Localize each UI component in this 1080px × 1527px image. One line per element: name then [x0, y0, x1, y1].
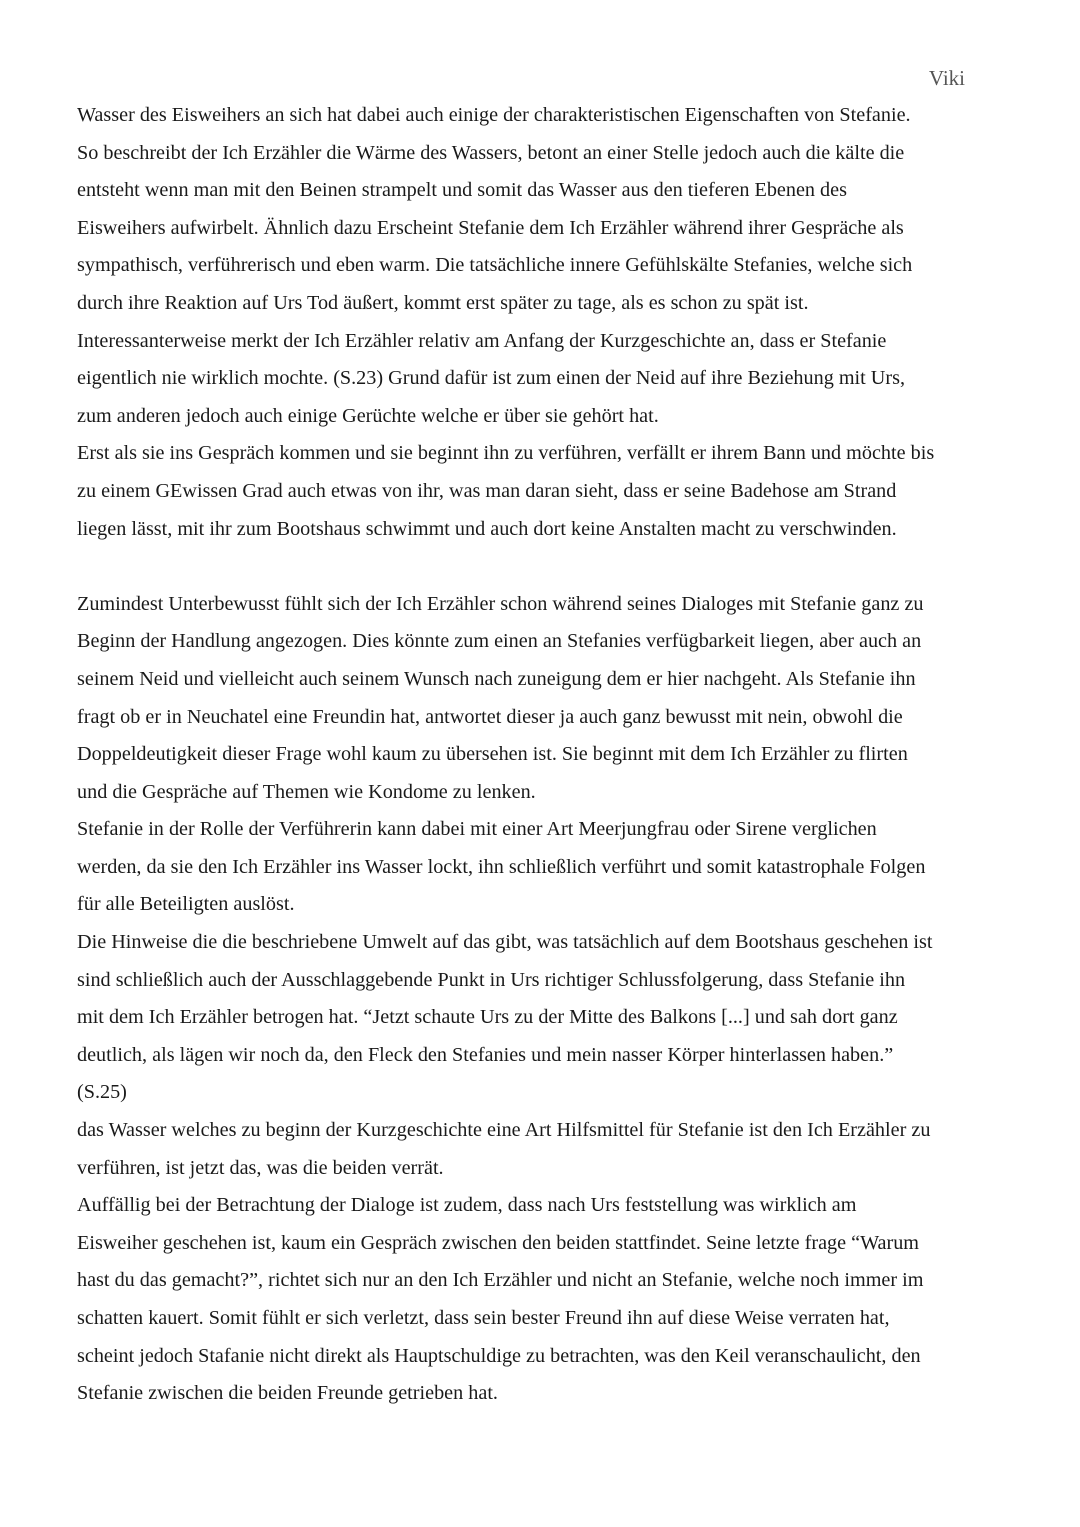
text-line: entsteht wenn man mit den Beinen strampelt und somit das Wasser aus den tieferen Ebenen des — [77, 179, 847, 202]
text-line: hast du das gemacht?”, richtet sich nur an den Ich Erzähler und nicht an Stefanie, welche noch immer im — [77, 1269, 924, 1292]
text-line: scheint jedoch Stafanie nicht direkt als Hauptschuldige zu betrachten, was den Keil veranschaulicht, den — [77, 1344, 921, 1367]
text-line: Auffällig bei der Betrachtung der Dialoge ist zudem, dass nach Urs feststellung was wirklich am — [77, 1194, 857, 1217]
text-line: und die Gespräche auf Themen wie Kondome zu lenken. — [77, 780, 536, 803]
text-line: das Wasser welches zu beginn der Kurzgeschichte eine Art Hilfsmittel für Stefanie ist den Ich Erzähler zu — [77, 1119, 931, 1142]
text-line: Stefanie zwischen die beiden Freunde getrieben hat. — [77, 1382, 498, 1405]
text-line: deutlich, als lägen wir noch da, den Fleck den Stefanies und mein nasser Körper hinterlassen haben.” — [77, 1043, 894, 1066]
text-line: seinem Neid und vielleicht auch seinem Wunsch nach zuneigung dem er hier nachgeht. Als Stefanie ihn — [77, 667, 916, 690]
text-line: Eisweihers aufwirbelt. Ähnlich dazu Erscheint Stefanie dem Ich Erzähler während ihrer Gespräche als — [77, 216, 904, 239]
text-line: durch ihre Reaktion auf Urs Tod äußert, kommt erst später zu tage, als es schon zu spät ist. — [77, 291, 809, 314]
text-line: Zumindest Unterbewusst fühlt sich der Ich Erzähler schon während seines Dialoges mit Stefanie ganz zu — [77, 592, 924, 615]
text-line: Stefanie in der Rolle der Verführerin kann dabei mit einer Art Meerjungfrau oder Sirene verglichen — [77, 818, 877, 841]
text-line: mit dem Ich Erzähler betrogen hat. “Jetzt schaute Urs zu der Mitte des Balkons [...] und sah dort ganz — [77, 1006, 898, 1029]
text-line: sympathisch, verführerisch und eben warm. Die tatsächliche innere Gefühlskälte Stefanies, welche sich — [77, 254, 913, 277]
text-line: Interessanterweise merkt der Ich Erzähler relativ am Anfang der Kurzgeschichte an, dass er Stefanie — [77, 329, 887, 352]
text-line: Doppeldeutigkeit dieser Frage wohl kaum zu übersehen ist. Sie beginnt mit dem Ich Erzähler zu flirten — [77, 743, 908, 766]
paragraph-gap — [77, 548, 1012, 586]
text-line: verführen, ist jetzt das, was die beiden verrät. — [77, 1156, 444, 1179]
text-line: Beginn der Handlung angezogen. Dies könnte zum einen an Stefanies verfügbarkeit liegen, aber auch an — [77, 630, 922, 653]
text-line: zum anderen jedoch auch einige Gerüchte welche er über sie gehört hat. — [77, 404, 659, 427]
text-line: Eisweiher geschehen ist, kaum ein Gespräch zwischen den beiden stattfindet. Seine letzte frage “Warum — [77, 1231, 919, 1254]
essay-body — [77, 97, 1012, 1413]
text-line: Die Hinweise die die beschriebene Umwelt auf das gibt, was tatsächlich auf dem Bootshaus geschehen ist — [77, 931, 933, 954]
text-line: (S.25) — [77, 1081, 127, 1104]
text-line: werden, da sie den Ich Erzähler ins Wasser lockt, ihn schließlich verführt und somit katastrophale Folgen — [77, 855, 926, 878]
text-line: zu einem GEwissen Grad auch etwas von ihr, was man daran sieht, dass er seine Badehose am Strand — [77, 479, 897, 502]
text-line: Erst als sie ins Gespräch kommen und sie beginnt ihn zu verführen, verfällt er ihrem Bann und möchte bis — [77, 442, 935, 465]
text-line: sind schließlich auch der Ausschlaggebende Punkt in Urs richtiger Schlussfolgerung, dass Stefanie ihn — [77, 968, 906, 991]
text-line: So beschreibt der Ich Erzähler die Wärme des Wassers, betont an einer Stelle jedoch auch die kälte die — [77, 141, 905, 164]
text-line: Wasser des Eisweihers an sich hat dabei auch einige der charakteristischen Eigenschaften von Stefanie. — [77, 104, 911, 126]
author-name: Viki — [928, 66, 965, 90]
text-line: eigentlich nie wirklich mochte. (S.23) Grund dafür ist zum einen der Neid auf ihre Beziehung mit Urs, — [77, 367, 906, 390]
text-line: fragt ob er in Neuchatel eine Freundin hat, antwortet dieser ja auch ganz bewusst mit nein, obwohl die — [77, 705, 903, 728]
text-line: schatten kauert. Somit fühlt er sich verletzt, dass sein bester Freund ihn auf diese Weise verraten hat, — [77, 1307, 890, 1329]
text-line: für alle Beteiligten auslöst. — [77, 893, 295, 916]
text-line: liegen lässt, mit ihr zum Bootshaus schwimmt und auch dort keine Anstalten macht zu verschwinden. — [77, 517, 897, 540]
